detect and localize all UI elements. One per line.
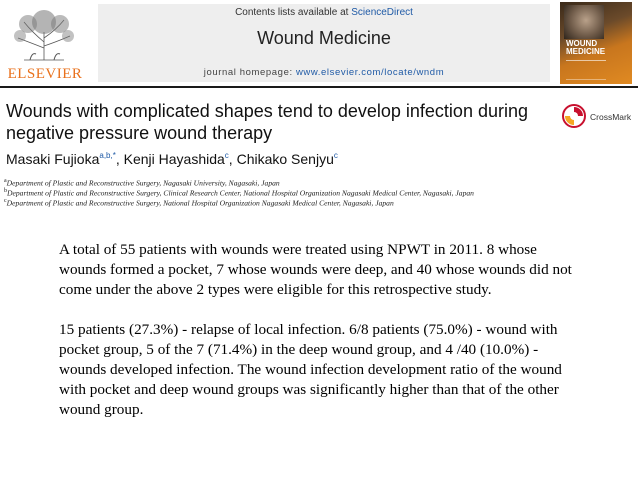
journal-cover-image bbox=[560, 2, 632, 84]
article-title: Wounds with complicated shapes tend to develop infection during negative pressure wound therapy bbox=[6, 101, 528, 143]
journal-header bbox=[0, 0, 638, 86]
journal-banner bbox=[98, 4, 550, 82]
author-separator: , bbox=[228, 151, 237, 167]
author-name[interactable]: Chikako Senjyu bbox=[236, 151, 334, 167]
author-affiliation-marker[interactable]: c bbox=[333, 151, 338, 160]
journal-title: Wound Medicine bbox=[257, 28, 391, 48]
cover-decoration bbox=[566, 60, 606, 80]
affiliation-text: Department of Plastic and Reconstructive Surgery, National Hospital Organization Nagasaki Medical Center, Nagasaki, Japan bbox=[6, 198, 394, 208]
crossmark-badge[interactable] bbox=[562, 104, 636, 130]
affiliation-key: b bbox=[4, 188, 7, 194]
body-paragraph-results: 15 patients (27.3%) - relapse of local infection. 6/8 patients (75.0%) - wound with pocket group, 5 of the 7 (71.4%) in the deep wound group, and 4 /40 (10.0%) - wounds developed infection. The wound infection development ratio of the wound with pocket and deep wound groups was significantly higher than that of the other wound group. bbox=[59, 321, 562, 418]
homepage-prefix: journal homepage: bbox=[203, 67, 296, 78]
contents-line bbox=[98, 7, 550, 18]
homepage-line bbox=[98, 67, 550, 78]
crossmark-label: CrossMark bbox=[590, 112, 632, 122]
author-affiliation-marker[interactable]: a,b,* bbox=[99, 151, 116, 160]
crossmark-icon bbox=[562, 104, 586, 128]
author-list bbox=[6, 151, 626, 167]
header-divider bbox=[0, 86, 638, 88]
affiliation-c bbox=[4, 198, 634, 208]
contents-prefix: Contents lists available at bbox=[235, 7, 352, 18]
affiliation-text: Department of Plastic and Reconstructive Surgery, Nagasaki University, Nagasaki, Japan bbox=[6, 178, 280, 188]
affiliation-b bbox=[4, 188, 634, 198]
elsevier-wordmark: ELSEVIER bbox=[7, 66, 83, 82]
affiliation-a bbox=[4, 178, 634, 188]
author-affiliation-marker[interactable]: c bbox=[224, 151, 229, 160]
sciencedirect-link[interactable]: ScienceDirect bbox=[351, 7, 413, 18]
affiliation-text: Department of Plastic and Reconstructive Surgery, Clinical Research Center, National Hospital Organization Nagasaki Medical Center, Nagasaki, Japan bbox=[7, 188, 474, 198]
body-paragraph-methods: A total of 55 patients with wounds were treated using NPWT in 2011. 8 whose wounds formed a pocket, 7 whose wounds were deep, and 40 whose wounds did not come under the above 2 types were eligible for this retrospective study. bbox=[59, 241, 572, 298]
cover-photo bbox=[564, 5, 604, 39]
cover-title: WOUND MEDICINE bbox=[566, 39, 606, 56]
affiliation-key: a bbox=[4, 178, 7, 184]
author-name[interactable]: Kenji Hayashida bbox=[123, 151, 225, 167]
author-separator: , bbox=[115, 151, 124, 167]
affiliation-key: c bbox=[4, 198, 7, 204]
author-name[interactable]: Masaki Fujioka bbox=[6, 151, 100, 167]
homepage-link[interactable]: www.elsevier.com/locate/wndm bbox=[295, 67, 445, 78]
